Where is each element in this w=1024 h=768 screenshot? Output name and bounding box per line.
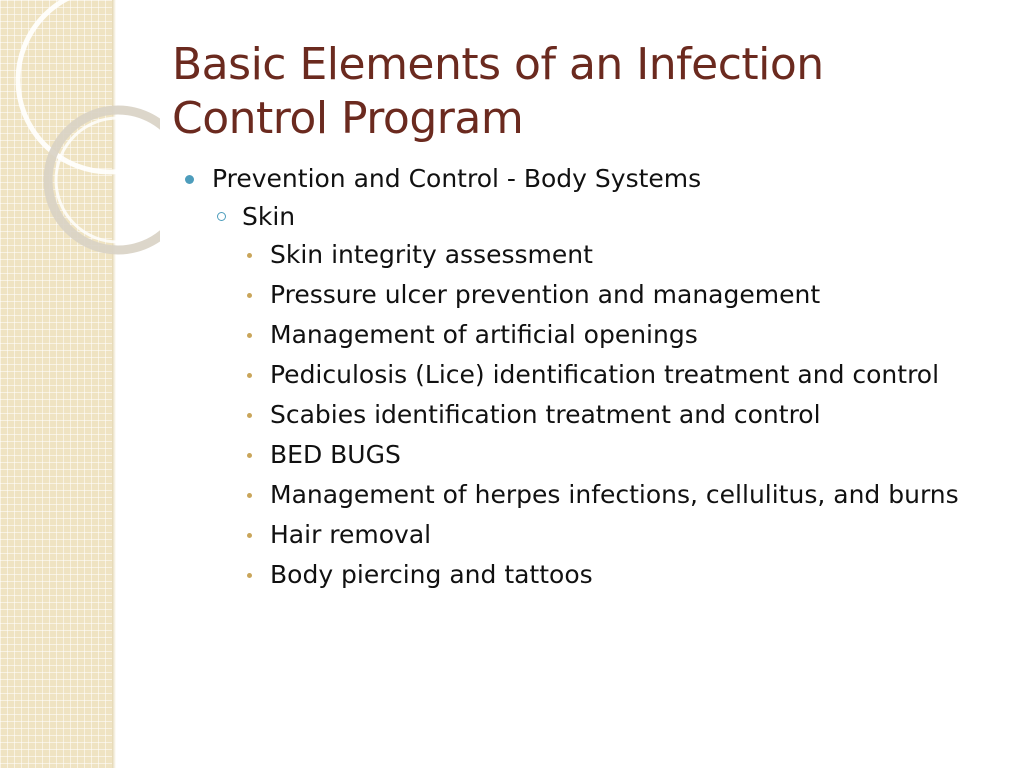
list-item-text: Hair removal (270, 520, 432, 549)
list-item-text: BED BUGS (270, 440, 401, 469)
bullet-level-2-text: Skin (242, 202, 296, 231)
title-line-2: Control Program (172, 93, 524, 144)
list-item-text: Management of artificial openings (270, 320, 698, 349)
list-item-text: Pediculosis (Lice) identification treatment and control (270, 360, 940, 389)
title-line-1: Basic Elements of an Infection (172, 39, 824, 90)
list-item (270, 359, 982, 391)
bullet-small-dot-icon (247, 493, 252, 498)
list-item (270, 519, 982, 551)
list-item-text: Skin integrity assessment (270, 240, 593, 269)
bullet-level-1 (182, 162, 982, 195)
bullet-dot-icon (185, 175, 194, 184)
bullet-level-3-list (182, 239, 982, 591)
bullet-small-dot-icon (247, 373, 252, 378)
decorative-circles (0, 0, 160, 260)
bullet-level-1-text: Prevention and Control - Body Systems (212, 164, 702, 193)
list-item-text: Management of herpes infections, cellulitus, and burns (270, 480, 959, 509)
list-item (270, 319, 982, 351)
bullet-ring-icon (217, 212, 226, 221)
bullet-small-dot-icon (247, 333, 252, 338)
bullet-level-2 (182, 200, 982, 233)
list-item (270, 559, 982, 591)
bullet-small-dot-icon (247, 533, 252, 538)
list-item (270, 479, 982, 511)
list-item (270, 399, 982, 431)
slide-title (172, 38, 972, 146)
list-item-text: Body piercing and tattoos (270, 560, 593, 589)
list-item-text: Pressure ulcer prevention and management (270, 280, 821, 309)
list-item (270, 239, 982, 271)
list-item (270, 439, 982, 471)
bullet-small-dot-icon (247, 413, 252, 418)
slide-body (182, 162, 982, 599)
bullet-small-dot-icon (247, 253, 252, 258)
list-item-text: Scabies identification treatment and control (270, 400, 821, 429)
bullet-small-dot-icon (247, 453, 252, 458)
bullet-small-dot-icon (247, 293, 252, 298)
bullet-small-dot-icon (247, 573, 252, 578)
list-item (270, 279, 982, 311)
